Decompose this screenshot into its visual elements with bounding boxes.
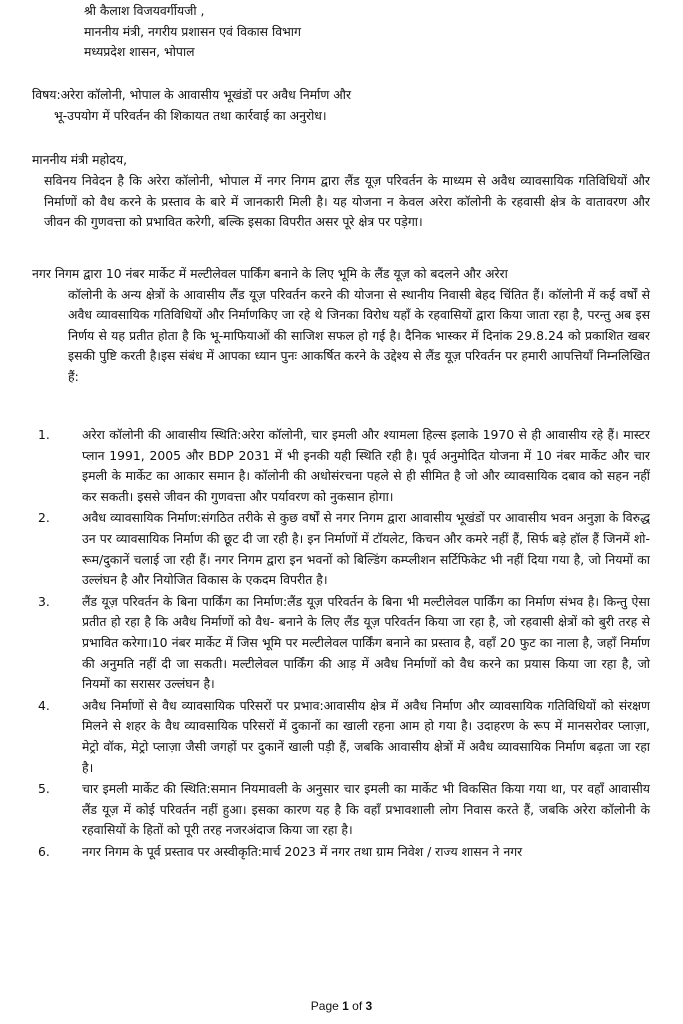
intro-paragraph: सविनय निवेदन है कि अरेरा कॉलोनी, भोपाल में नगर निगम द्वारा लैंड यूज़ परिवर्तन के माध्यम से अवैध व्यावसायिक गतिविधियों और निर्माणों को वैध करने के प्रस्ताव के बारे में जानकारी मिली है। यह योजना न केवल अरेरा कॉलोनी के रहवासी क्षेत्र के वातावरण और जीवन की गुणवत्ता को प्रभावित करेगी, बल्कि इसका विपरीत असर पूरे क्षेत्र पर पड़ेगा।: [44, 173, 650, 230]
list-item: [38, 592, 650, 695]
list-item-number: 6.: [38, 843, 50, 859]
list-item-number: 1.: [38, 427, 50, 442]
subject-line-2: भू-उपयोग में परिवर्तन की शिकायत तथा कार्रवाई का अनुरोध।: [54, 107, 327, 123]
objections-list: [38, 425, 650, 863]
list-item-number: 3.: [38, 593, 50, 609]
salutation: माननीय मंत्री महोदय,: [32, 152, 128, 167]
list-item-number: 4.: [38, 697, 50, 713]
list-item-text: लैंड यूज़ परिवर्तन के बिना पार्किंग का निर्माण:लैंड यूज़ परिवर्तन के बिना भी मल्टीलेवल पार्किंग का निर्माण संभव है। किन्तु ऐसा प्रतीत हो रहा है कि अवैध निर्माणों को वैध- बनाने के लिए लैंड यूज़ परिवर्तन किया जा रहा है, जो रहवासी क्षेत्रों को बुरी तरह से प्रभावित करेगा।10 नंबर मार्केट में जिस भूमि पर मल्टीलेवल पार्किंग बनाने का प्रस्ताव है, वहाँ 20 फुट का नाला है, जहाँ निर्माण की अनुमति नहीं दी जा सकती। मल्टीलेवल पार्किंग की आड़ में अवैध निर्माणों को वैध करने का प्रयास किया जा रहा है, जो नियमों का सरासर उल्लंघन है।: [82, 593, 650, 692]
subject-line-1: विषय:अरेरा कॉलोनी, भोपाल के आवासीय भूखंडों पर अवैध निर्माण और: [32, 87, 352, 102]
recipient-office: मध्यप्रदेश शासन, भोपाल: [84, 44, 195, 60]
concern-paragraph-body: कॉलोनी के अन्य क्षेत्रों के आवासीय लैंड यूज़ परिवर्तन करने की योजना से स्थानीय निवासी बेहद चिंतित हैं। कॉलोनी में कई वर्षों से अवैध व्यावसायिक गतिविधियों और निर्माणकिए जा रहे थे जिनका विरोध यहाँ के रहवासियों द्वारा किया जाता रहा है, परन्तु अब इस निर्णय से यह प्रतीत होता है कि भू-माफियाओं की साजिश सफल हो गई है। दैनिक भास्कर में दिनांक 29.8.24 को प्रकाशित खबर इसकी पुष्टि करती है।इस संबंध में आपका ध्यान पुनः आकर्षित करने के उद्देश्य से लैंड यूज़ परिवर्तन पर हमारी आपत्तियाँ निम्नलिखित हैं:: [68, 286, 650, 384]
total-pages-number: 3: [365, 999, 373, 1013]
list-item: [38, 779, 650, 841]
list-item-text: नगर निगम के पूर्व प्रस्ताव पर अस्वीकृति:मार्च 2023 में नगर तथा ग्राम निवेश / राज्य शासन ने नगर: [82, 843, 523, 859]
list-item-number: 2.: [38, 510, 50, 526]
list-item-text: अवैध व्यावसायिक निर्माण:संगठित तरीके से कुछ वर्षों से नगर निगम द्वारा आवासीय भूखंडों पर आवासीय भवन अनुज्ञा के विरुद्ध उन पर व्यावसायिक निर्माण की छूट दी जा रही है। इन निर्माणों में टॉयलेट, किचन और कमरे नहीं हैं, सिर्फ बड़े हॉल हैं जिनमें शो-रूम/दुकानें चलाई जा रही हैं। नगर निगम द्वारा इन भवनों को बिल्डिंग कम्प्लीशन सर्टिफिकेट भी नहीं दिया गया है, जो नियमों का उल्लंघन है और नियोजित विकास के एकदम विपरीत है।: [82, 510, 650, 588]
list-item-text: अवैध निर्माणों से वैध व्यावसायिक परिसरों पर प्रभाव:आवासीय क्षेत्र में अवैध निर्माण और व्यावसायिक गतिविधियों को संरक्षण मिलने से शहर के वैध व्यावसायिक परिसरों में दुकानों का खाली रहना आम हो गया है। उदाहरण के रूप में मानसरोवर प्लाज़ा, मेट्रो वॉक, मेट्रो प्लाज़ा जैसी जगहों पर दुकानें खाली पड़ी हैं, जबकि आवासीय क्षेत्रों में अवैध व्यावसायिक निर्माण बढ़ता जा रहा है।: [82, 697, 650, 775]
recipient-name: श्री कैलाश विजयवर्गीयजी ,: [84, 3, 205, 18]
subject-block: [32, 85, 652, 126]
list-item-number: 5.: [38, 781, 50, 797]
page-label: Page: [310, 999, 343, 1013]
concern-paragraph: [32, 264, 650, 388]
list-item-text: चार इमली मार्केट की स्थिति:समान नियमावली के अनुसार चार इमली का मार्केट भी विकसित किया गया था, पर वहाँ आवासीय लैंड यूज़ में कोई परिवर्तन नहीं हुआ। इसका कारण यह है कि वहाँ प्रभावशाली लोग निवास करते हैं, जबकि अरेरा कॉलोनी के रहवासियों के हितों को पूरी तरह नजरअंदाज किया जा रहा है।: [82, 781, 650, 838]
list-item: [38, 508, 650, 590]
recipient-designation: माननीय मंत्री, नगरीय प्रशासन एवं विकास विभाग: [84, 23, 301, 39]
recipient-address: [84, 1, 301, 63]
list-item-text: अरेरा कॉलोनी की आवासीय स्थिति:अरेरा कॉलोनी, चार इमली और श्यामला हिल्स इलाके 1970 से ही आवासीय रहे हैं। मास्टर प्लान 1991, 2005 और BDP 2031 में भी इनकी यही स्थिति रही है। पूर्व अनुमोदित योजना में 10 नंबर मार्केट और चार इमली के मार्केट का आकार समान है। कॉलोनी की अधोसंरचना पहले से ही सीमित है जो और व्यावसायिक दबाव को सहन नहीं कर सकती। इससे जीवन की गुणवत्ता और पर्यावरण को नुकसान होगा।: [82, 427, 650, 504]
list-item: [38, 425, 650, 507]
page-of-label: of: [348, 999, 366, 1013]
current-page-number: 1: [342, 999, 349, 1013]
page-footer: [0, 996, 683, 1017]
concern-paragraph-first-line: नगर निगम द्वारा 10 नंबर मार्केट में मल्टीलेवल पार्किंग बनाने के लिए भूमि के लैंड यूज़ को बदलने और अरेरा: [32, 266, 508, 281]
list-item: [38, 696, 650, 778]
list-item: [38, 842, 650, 863]
